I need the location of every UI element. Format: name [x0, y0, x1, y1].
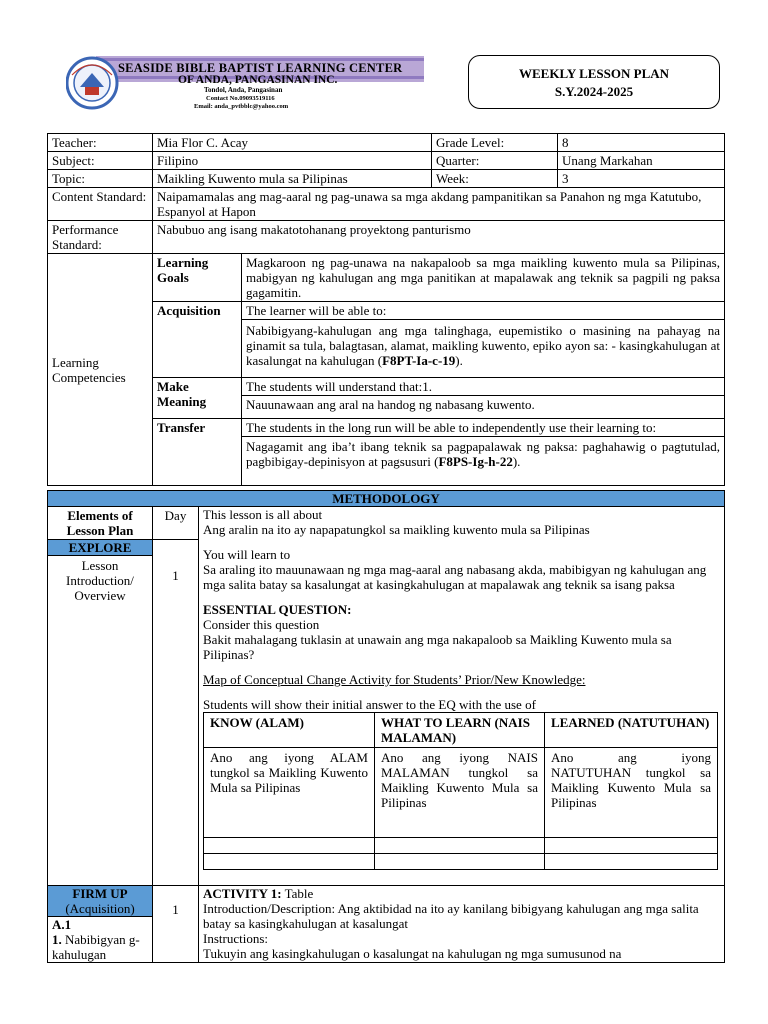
kwl-header-learned: LEARNED (NATUTUHAN) — [545, 713, 718, 748]
subject-value: Filipino — [153, 152, 432, 170]
learn-label: You will learn to — [203, 547, 291, 562]
day-cell — [153, 507, 199, 886]
quarter-label: Quarter: — [432, 152, 558, 170]
students-show: Students will show their initial answer to the EQ with the use of — [203, 697, 536, 712]
kwl-empty-cell — [545, 854, 718, 870]
firm-up-subtitle: (Acquisition) — [65, 901, 135, 916]
learning-goals: Magkaroon ng pag-unawa na nakapaloob sa mga maikling kuwento mula sa Pilipinas, mabigyan ng kahulugan ang mga panitikan at mapalawak ang teknik sa pagpili ng paksa gagamitin. — [242, 254, 725, 302]
kwl-cell-learn: Ano ang iyong NAIS MALAMAN tungkol sa Maikling Kuwento Mula sa Pilipinas — [375, 748, 545, 838]
make-meaning-intro: The students will understand that:1. — [242, 378, 725, 396]
activity-label: ACTIVITY 1: — [203, 886, 282, 901]
grade-value: 8 — [558, 134, 725, 152]
methodology-table — [47, 490, 725, 963]
school-year: S.Y.2024-2025 — [554, 84, 634, 99]
acquisition-body: Nabibigyang-kahulugan ang mga talinghaga, eupemistiko o masining na pahayag na ginamit sa tula, balagtasan, alamat, maikling kuwento, epiko ayon sa: - kasingkahulugan at kasalungat na kahulugan ( — [246, 323, 720, 368]
transfer-cell — [242, 419, 725, 486]
elements-label: Elements of Lesson Plan — [66, 508, 134, 538]
explore-label: EXPLORE — [48, 539, 152, 556]
subject-label: Subject: — [48, 152, 153, 170]
kwl-empty-cell — [545, 838, 718, 854]
firm-up-title: FIRM UP — [72, 886, 128, 901]
kwl-empty-cell — [204, 854, 375, 870]
a1-label: A.1 — [52, 917, 72, 932]
acquisition-end: ). — [455, 353, 463, 368]
topic-value: Maikling Kuwento mula sa Pilipinas — [153, 170, 432, 188]
kwl-empty-cell — [375, 854, 545, 870]
day-label: Day — [153, 507, 198, 540]
acquisition-text — [242, 320, 725, 378]
elements-cell — [48, 507, 153, 886]
lesson-info-table — [47, 133, 725, 486]
essential-question: Bakit mahalagang tuklasin at unawain ang mga nakapaloob sa Maikling Kuwento mula sa Pilipinas? — [203, 632, 672, 662]
instructions-text: Tukuyin ang kasingkahulugan o kasalungat na kahulugan ng mga sumusunod na — [203, 946, 622, 961]
learn-text: Sa araling ito mauunawaan ng mga mag-aaral ang nabasang akda, mabibigyan ng kahulugan ang mga salita batay sa kasalungat at kasingkahulugan at mapalawak ang teknik sa isang paksa — [203, 562, 707, 592]
kwl-cell-learned: Ano ang iyong NATUTUHAN tungkol sa Maikling Kuwento Mula sa Pilipinas — [545, 748, 718, 838]
acquisition-intro: The learner will be able to: — [242, 302, 725, 320]
lesson-content-cell — [199, 507, 725, 886]
lesson-intro-label: Lesson Introduction/ Overview — [66, 558, 134, 603]
transfer-text — [242, 437, 724, 485]
school-name-line2: OF ANDA, PANGASINAN INC. — [178, 74, 338, 86]
lesson-about-text: Ang aralin na ito ay napapatungkol sa maikling kuwento mula sa Pilipinas — [203, 522, 590, 537]
school-contact: Contact No.09093519116 — [206, 95, 275, 102]
school-address: Tondol, Anda, Pangasinan — [204, 86, 283, 94]
activity-title — [203, 886, 718, 901]
content-standard: Naipamamalas ang mag-aaral ng pag-unawa sa mga akdang pampanitikan sa Panahon ng mga Katutubo, Espanyol at Hapon — [153, 188, 725, 221]
lesson-about-label: This lesson is all about — [203, 507, 323, 522]
kwl-empty-cell — [204, 838, 375, 854]
quarter-value: Unang Markahan — [558, 152, 725, 170]
methodology-title: METHODOLOGY — [48, 491, 725, 507]
school-name: SEASIDE BIBLE BAPTIST LEARNING CENTER — [118, 61, 403, 75]
activity-description: Introduction/Description: Ang aktibidad na ito ay kanilang bibigyang kahulugan ang mga salita batay sa kasingkahulugan at kasalungat — [203, 901, 699, 931]
kwl-header-learn: WHAT TO LEARN (NAIS MALAMAN) — [375, 713, 545, 748]
teacher-label: Teacher: — [48, 134, 153, 152]
week-value: 3 — [558, 170, 725, 188]
item1-text: Nabibigyan g-kahulugan — [52, 932, 140, 962]
acquisition-code: F8PT-Ia-c-19 — [382, 353, 456, 368]
week-label: Week: — [432, 170, 558, 188]
firm-up-label — [48, 886, 152, 917]
make-meaning-label: Make Meaning — [153, 378, 242, 419]
kwl-header-know: KNOW (ALAM) — [204, 713, 375, 748]
acquisition-label: Acquisition — [153, 302, 242, 378]
topic-label: Topic: — [48, 170, 153, 188]
instructions-label: Instructions: — [203, 931, 268, 946]
transfer-code: F8PS-Ig-h-22 — [438, 454, 513, 469]
day-value: 1 — [172, 568, 179, 583]
activity-cell — [199, 886, 725, 963]
transfer-end: ). — [512, 454, 521, 469]
grade-label: Grade Level: — [432, 134, 558, 152]
item1-number: 1. — [52, 932, 62, 947]
map-label-text: Map of Conceptual Change Activity for Students’ Prior/New Knowledge: — [203, 672, 586, 687]
eq-consider: Consider this question — [203, 617, 320, 632]
plan-title: WEEKLY LESSON PLAN — [518, 66, 670, 81]
performance-standard: Nabubuo ang isang makatotohanang proyektong panturismo — [153, 221, 725, 254]
transfer-body: Nagagamit ang iba’t ibang teknik sa pagpapalawak ng paksa: paghahawig o pagtutulad, pagbibigay-depinisyon at pagsusuri ( — [246, 439, 720, 469]
kwl-empty-cell — [375, 838, 545, 854]
teacher-value: Mia Flor C. Acay — [153, 134, 432, 152]
firm-up-day: 1 — [153, 886, 199, 963]
transfer-intro: The students in the long run will be able to independently use their learning to: — [242, 419, 724, 437]
activity-name: Table — [284, 886, 314, 901]
content-standard-label: Content Standard: — [48, 188, 153, 221]
school-email: Email: anda_pvtbblc@yahoo.com — [194, 103, 289, 110]
item1 — [48, 932, 152, 962]
learning-competencies-label: Learning Competencies — [48, 254, 153, 486]
school-logo-banner — [66, 53, 426, 121]
essential-question-label: ESSENTIAL QUESTION: — [203, 602, 352, 617]
transfer-label: Transfer — [153, 419, 242, 486]
map-label — [203, 672, 724, 687]
kwl-table — [203, 712, 718, 870]
kwl-cell-know: Ano ang iyong ALAM tungkol sa Maikling Kuwento Mula sa Pilipinas — [204, 748, 375, 838]
learning-goals-label: Learning Goals — [153, 254, 242, 302]
make-meaning-text: Nauunawaan ang aral na handog ng nabasang kuwento. — [242, 396, 725, 419]
plan-title-box — [468, 55, 720, 109]
performance-standard-label: Performance Standard: — [48, 221, 153, 254]
firm-up-cell — [48, 886, 153, 963]
